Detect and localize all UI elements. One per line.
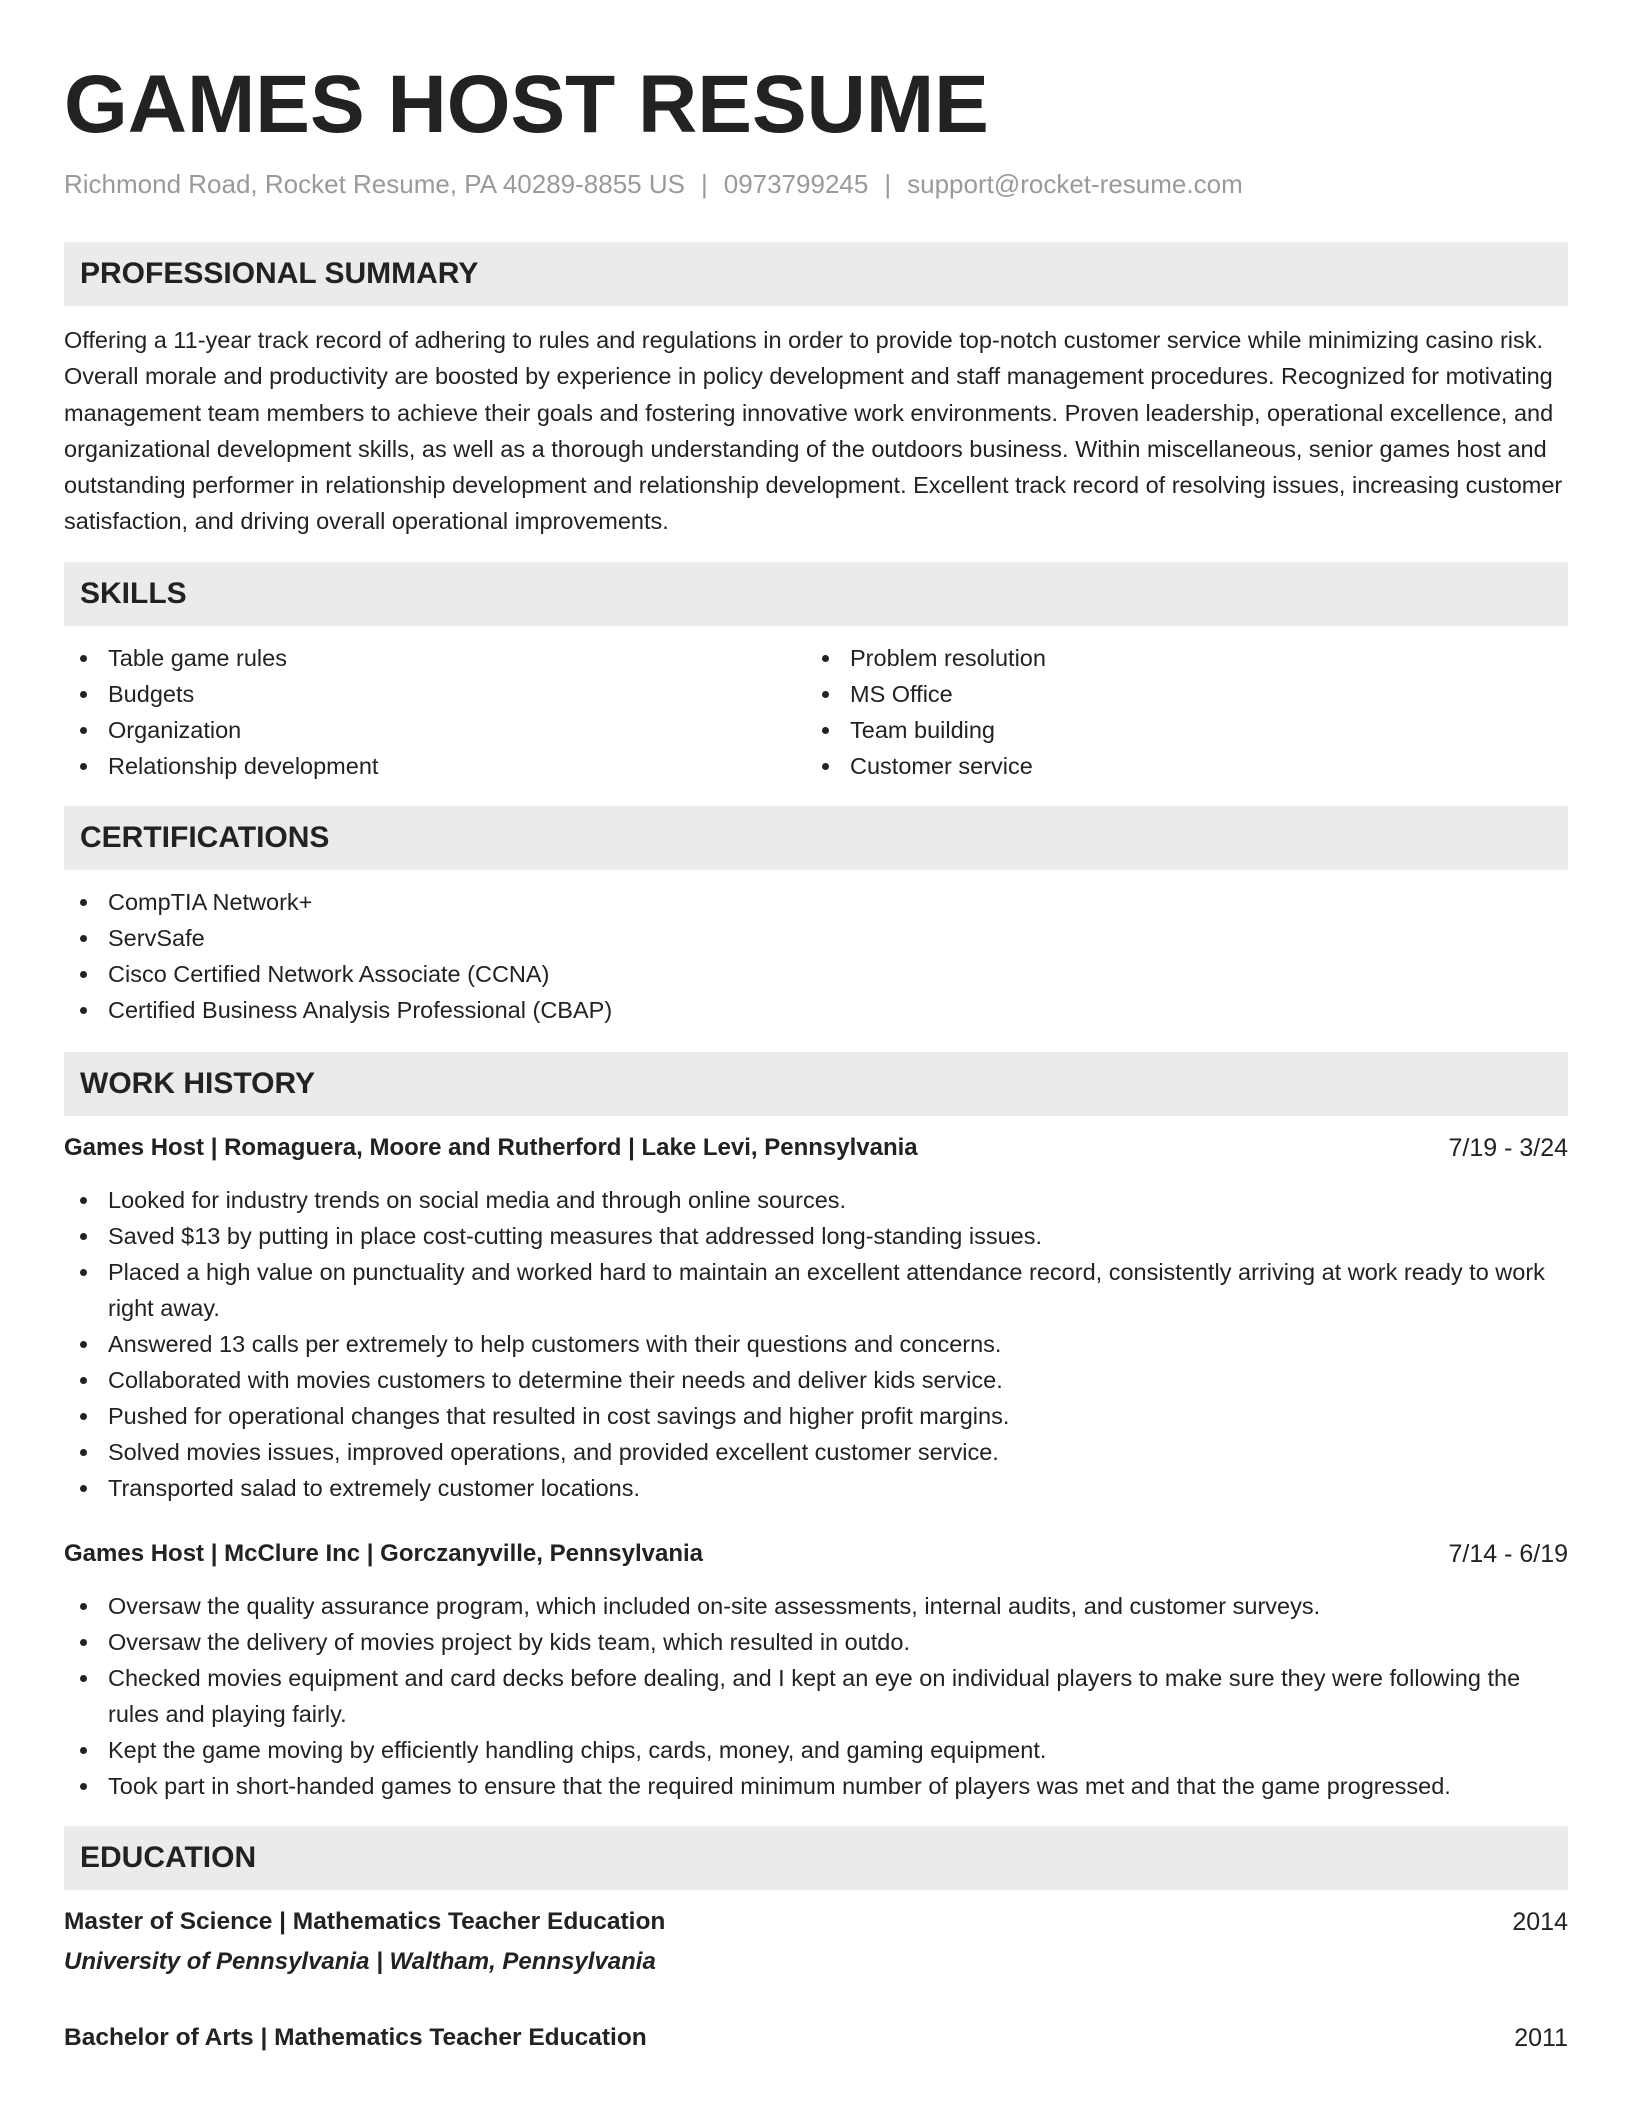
skills-heading: SKILLS: [64, 562, 1568, 626]
skill-item: Customer service: [806, 748, 1548, 784]
contact-separator: |: [884, 169, 892, 199]
certification-item: CompTIA Network+: [64, 884, 1568, 920]
job-bullet: Took part in short-handed games to ensure that the required minimum number of players was met and that the game progressed.: [64, 1768, 1568, 1804]
education-header: [64, 1904, 1568, 1940]
job-bullet: Kept the game moving by efficiently handling chips, cards, money, and gaming equipment.: [64, 1732, 1568, 1768]
skills-column-left: [64, 640, 806, 784]
job-bullet: Collaborated with movies customers to determine their needs and deliver kids service.: [64, 1362, 1568, 1398]
certification-item: Cisco Certified Network Associate (CCNA): [64, 956, 1568, 992]
job-title: Games Host | McClure Inc | Gorczanyville, Pennsylvania: [64, 1539, 703, 1567]
education-header: [64, 2020, 1568, 2056]
skill-item: MS Office: [806, 676, 1548, 712]
skill-item: Budgets: [64, 676, 806, 712]
skills-column-right: [806, 640, 1548, 784]
contact-email: support@rocket-resume.com: [907, 169, 1243, 199]
education-entry: [64, 1904, 1568, 1980]
contact-address: Richmond Road, Rocket Resume, PA 40289-8855 US: [64, 169, 685, 199]
resume-page: [64, 60, 1568, 2056]
education-year: 2014: [1512, 1907, 1568, 1936]
job-dates: 7/14 - 6/19: [1448, 1539, 1568, 1568]
skill-item: Team building: [806, 712, 1548, 748]
skill-item: Organization: [64, 712, 806, 748]
education-degree: Master of Science | Mathematics Teacher Education: [64, 1907, 666, 1935]
work-history-heading: WORK HISTORY: [64, 1052, 1568, 1116]
job-header: [64, 1130, 1568, 1166]
job-bullet: Transported salad to extremely customer locations.: [64, 1470, 1568, 1506]
job-bullet: Looked for industry trends on social media and through online sources.: [64, 1182, 1568, 1218]
job-bullet: Pushed for operational changes that resulted in cost savings and higher profit margins.: [64, 1398, 1568, 1434]
job-entry: [64, 1130, 1568, 1506]
summary-heading: PROFESSIONAL SUMMARY: [64, 242, 1568, 306]
skill-item: Relationship development: [64, 748, 806, 784]
job-bullet: Checked movies equipment and card decks before dealing, and I kept an eye on individual players to make sure they were following the rules and playing fairly.: [64, 1660, 1568, 1732]
job-dates: 7/19 - 3/24: [1448, 1133, 1568, 1162]
job-title: Games Host | Romaguera, Moore and Rutherford | Lake Levi, Pennsylvania: [64, 1133, 918, 1161]
education-heading: EDUCATION: [64, 1826, 1568, 1890]
contact-line: [64, 168, 1568, 200]
job-bullet: Saved $13 by putting in place cost-cutting measures that addressed long-standing issues.: [64, 1218, 1568, 1254]
resume-title: GAMES HOST RESUME: [64, 59, 989, 150]
job-header: [64, 1536, 1568, 1572]
certification-item: ServSafe: [64, 920, 1568, 956]
contact-separator: |: [700, 169, 708, 199]
education-degree: Bachelor of Arts | Mathematics Teacher Education: [64, 2023, 647, 2051]
job-bullets: [64, 1588, 1568, 1804]
certifications-heading: CERTIFICATIONS: [64, 806, 1568, 870]
job-bullet: Placed a high value on punctuality and worked hard to maintain an excellent attendance record, consistently arriving at work ready to work right away.: [64, 1254, 1568, 1326]
skill-item: Table game rules: [64, 640, 806, 676]
education-year: 2011: [1514, 2023, 1568, 2052]
education-school: University of Pennsylvania | Waltham, Pennsylvania: [64, 1947, 656, 1975]
contact-phone: 0973799245: [723, 169, 869, 199]
education-entry: [64, 2020, 1568, 2056]
summary-text: Offering a 11-year track record of adhering to rules and regulations in order to provide top-notch customer service while minimizing casino risk. Overall morale and productivity are boosted by experience in policy development and staff management procedures. Recognized for motivating management team members to achieve their goals and fostering innovative work environments. Proven leadership, operational excellence, and organizational development skills, as well as a thorough understanding of the outdoors business. Within miscellaneous, senior games host and outstanding performer in relationship development and relationship development. Excellent track record of resolving issues, increasing customer satisfaction, and driving overall operational improvements.: [64, 327, 1563, 535]
skill-item: Problem resolution: [806, 640, 1548, 676]
skills-list: [64, 640, 1568, 784]
certification-item: Certified Business Analysis Professional (CBAP): [64, 992, 1568, 1028]
certifications-list: [64, 884, 1568, 1028]
job-bullet: Answered 13 calls per extremely to help customers with their questions and concerns.: [64, 1326, 1568, 1362]
job-entry: [64, 1536, 1568, 1804]
job-bullets: [64, 1182, 1568, 1506]
job-bullet: Oversaw the quality assurance program, which included on-site assessments, internal audits, and customer surveys.: [64, 1588, 1568, 1624]
job-bullet: Oversaw the delivery of movies project by kids team, which resulted in outdo.: [64, 1624, 1568, 1660]
job-bullet: Solved movies issues, improved operations, and provided excellent customer service.: [64, 1434, 1568, 1470]
